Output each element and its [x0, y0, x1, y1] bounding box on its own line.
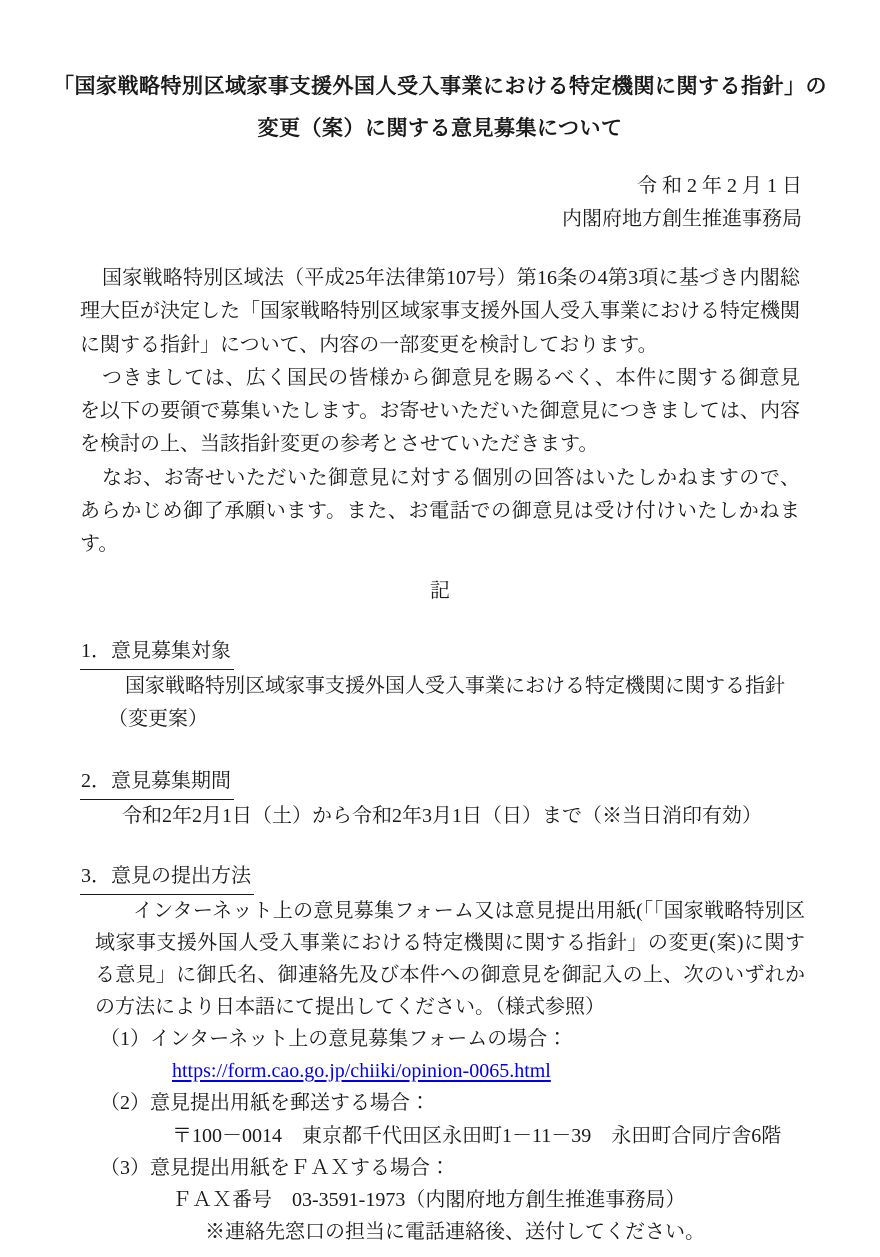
ki-marker: 記 [430, 579, 450, 602]
document-title-line-2: 変更（案）に関する意見募集について [257, 117, 623, 140]
section-1-heading [80, 635, 800, 670]
method-1-label: （1）インターネット上の意見募集フォームの場合： [100, 1027, 568, 1050]
section-submission-method [80, 860, 805, 1249]
section-1-line-1: 国家戦略特別区域家事支援外国人受入事業における特定機関に関する指針 [125, 674, 785, 697]
paragraph-2: つきましては、広く国民の皆様から御意見を賜るべく、本件に関する御意見を以下の要領で募集いたします。お寄せいただいた御意見につきましては、内容を検討の上、当該指針変更の参考とさせていただきます。 [80, 366, 800, 456]
section-2-heading [80, 765, 800, 800]
section-3-intro: インターネット上の意見募集フォーム又は意見提出用紙(「「国家戦略特別区域家事支援外国人受入事業における特定機関に関する指針」の変更(案)に関する意見」に御氏名、御連絡先及び本件への御意見を御記入の上、次のいずれかの方法により日本語にて提出してください。（様式参照） [95, 899, 805, 1018]
method-2-address: 〒100－0014 東京都千代田区永田町1－11－39 永田町合同庁舎6階 [172, 1124, 782, 1147]
document-title [0, 0, 880, 150]
document-date: 令 和 2 年 2 月 1 日 [637, 175, 802, 197]
paragraph-3: なお、お寄せいただいた御意見に対する個別の回答はいたしかねますので、あらかじめ御了承願います。また、お電話での御意見は受け付けいたしかねます。 [80, 466, 800, 556]
section-1-heading-text: 1．意見募集対象 [80, 635, 234, 670]
section-2-heading-text: 2．意見募集期間 [80, 765, 234, 800]
method-3-fax-number: ＦＡＸ番号 03-3591-1973（内閣府地方創生推進事務局） [172, 1189, 686, 1212]
document-title-line-1: 「国家戦略特別区域家事支援外国人受入事業における特定機関に関する指針」の [53, 75, 827, 98]
method-1-detail [80, 1055, 800, 1087]
section-opinion-target [80, 635, 800, 736]
method-3-note: ※連絡先窓口の担当に電話連絡後、送付してください。 [205, 1221, 705, 1244]
body-text [80, 262, 800, 608]
section-3-heading-text: 3．意見の提出方法 [80, 860, 254, 895]
section-opinion-period [80, 765, 800, 833]
section-3-heading [80, 860, 800, 895]
method-2-label: （2）意見提出用紙を郵送する場合： [100, 1092, 430, 1115]
opinion-form-link[interactable]: https://form.cao.go.jp/chiiki/opinion-0065.html [172, 1059, 551, 1082]
section-1-line-2: （変更案） [108, 707, 208, 730]
paragraph-1: 国家戦略特別区域法（平成25年法律第107号）第16条の4第3項に基づき内閣総理大臣が決定した「国家戦略特別区域家事支援外国人受入事業における特定機関に関する指針」について、内容の一部変更を検討しております。 [80, 267, 800, 356]
method-3-label: （3）意見提出用紙をＦＡＸする場合： [100, 1156, 450, 1179]
header-block [0, 170, 880, 236]
section-2-body: 令和2年2月1日（土）から令和2年3月1日（日）まで（※当日消印有効） [122, 804, 762, 827]
issuing-organization: 内閣府地方創生推進事務局 [562, 208, 802, 230]
